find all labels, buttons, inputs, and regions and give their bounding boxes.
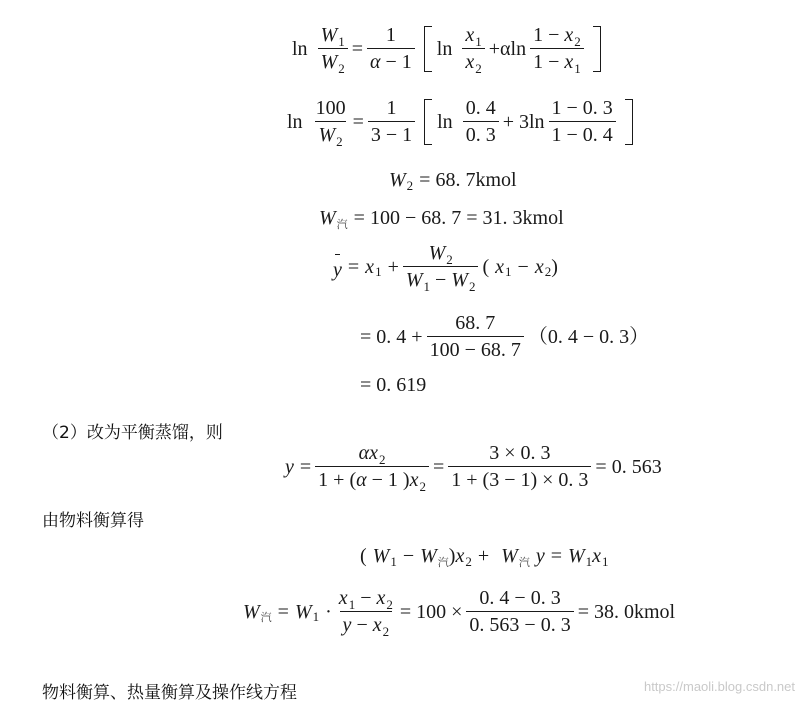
fraction-alpha-x2: $\frac{\alpha x_2}{1 + (\alpha - 1 )x_2}$ <box>315 443 429 490</box>
equation-y-bar-numeric: = 0. 4 + $\frac{68. 7}{100 - 68. 7}$ （0. 4 − 0. 3） <box>360 312 650 361</box>
left-bracket <box>424 26 432 72</box>
fraction-w2-over-diff: $\frac{W_2}{W_1 - W_2}$ <box>403 243 479 290</box>
section-heading-equilibrium: （2）改为平衡蒸馏，则 <box>42 423 223 443</box>
equation-equilibrium-y: y = $\frac{\alpha x_2}{1 + (\alpha - 1 )x_2}$ = $\frac{3 \times 0. 3}{1 + (3 - 1) \times 0. 3}$ = 0. 563 <box>285 442 662 494</box>
equation-material-balance: ( W 1 − W 汽 ) x 2 + W 汽 y = W 1 x 1 <box>360 545 609 569</box>
equation-y-bar-result: = 0. 619 <box>360 374 427 396</box>
fraction-alpha: $\frac{1}{\alpha - 1}$ <box>367 25 415 72</box>
fraction-one-minus-x: $\frac{1 - x_2}{1 - x_1}$ <box>530 25 584 72</box>
fraction-x1-x2: $\frac{x_1}{x_2}$ <box>462 25 484 72</box>
fraction-one-over-2: $\frac{1}{3 - 1}$ <box>368 98 415 145</box>
equation-y-bar: y = x 1 + $\frac{W_2}{W_1 - W_2}$ ( x 1 − x 2 ) <box>333 242 558 294</box>
fraction-04-03: $\frac{0. 4}{0. 3}$ <box>463 98 499 145</box>
section-heading-material-balance: 由物料衡算得 <box>42 511 144 531</box>
fraction-equilibrium-numeric: $\frac{3 \times 0. 3}{1 + (3 - 1) \times 0. 3}$ <box>448 443 591 490</box>
equation-w2-result: W 2 = 68. 7kmol <box>389 169 517 193</box>
equation-w-vapor-equilibrium: W 汽 = W 1 · $\frac{x_1 - x_2}{y - x_2}$ = 100 × $\frac{0. 4 - 0. 3}{0. 563 - 0. 3}$ = 38. 0kmol <box>243 587 676 639</box>
fraction-x-diff: $\frac{x_1 - x_2}{y - x_2}$ <box>338 587 393 639</box>
right-bracket <box>593 26 601 72</box>
fraction-100-w2: $\frac{100}{W_2}$ <box>315 97 346 149</box>
equation-w-vapor: W 汽 = 100 − 68. 7 = 31. 3kmol <box>319 207 564 231</box>
fraction-w1-w2: $\frac{W_1}{W_2}$ <box>318 25 348 72</box>
watermark: https://maoli.blog.csdn.net <box>643 679 795 694</box>
equation-rayleigh-general: ln $\frac{W_1}{W_2}$ = $\frac{1}{\alpha - 1}$ ln $\frac{x_1}{x_2}$ + αln $\frac{1 - x_2}{1 - x_1}$ <box>292 25 606 72</box>
section-heading-balances: 物料衡算、热量衡算及操作线方程 <box>42 683 297 703</box>
equation-rayleigh-numeric: ln $\frac{100}{W_2}$ = $\frac{1}{3 - 1}$ ln $\frac{0. 4}{0. 3}$ + 3ln $\frac{1 - 0. 3}{1 - 0. 4}$ <box>287 98 638 145</box>
fraction-w-vapor-numeric: $\frac{0. 4 - 0. 3}{0. 563 - 0. 3}$ <box>466 588 573 635</box>
right-bracket <box>625 99 633 145</box>
y-bar-symbol: y <box>333 254 342 280</box>
fraction-ratio: $\frac{1 - 0. 3}{1 - 0. 4}$ <box>549 98 616 145</box>
left-bracket <box>424 99 432 145</box>
fraction-687: $\frac{68. 7}{100 - 68. 7}$ <box>427 313 524 360</box>
